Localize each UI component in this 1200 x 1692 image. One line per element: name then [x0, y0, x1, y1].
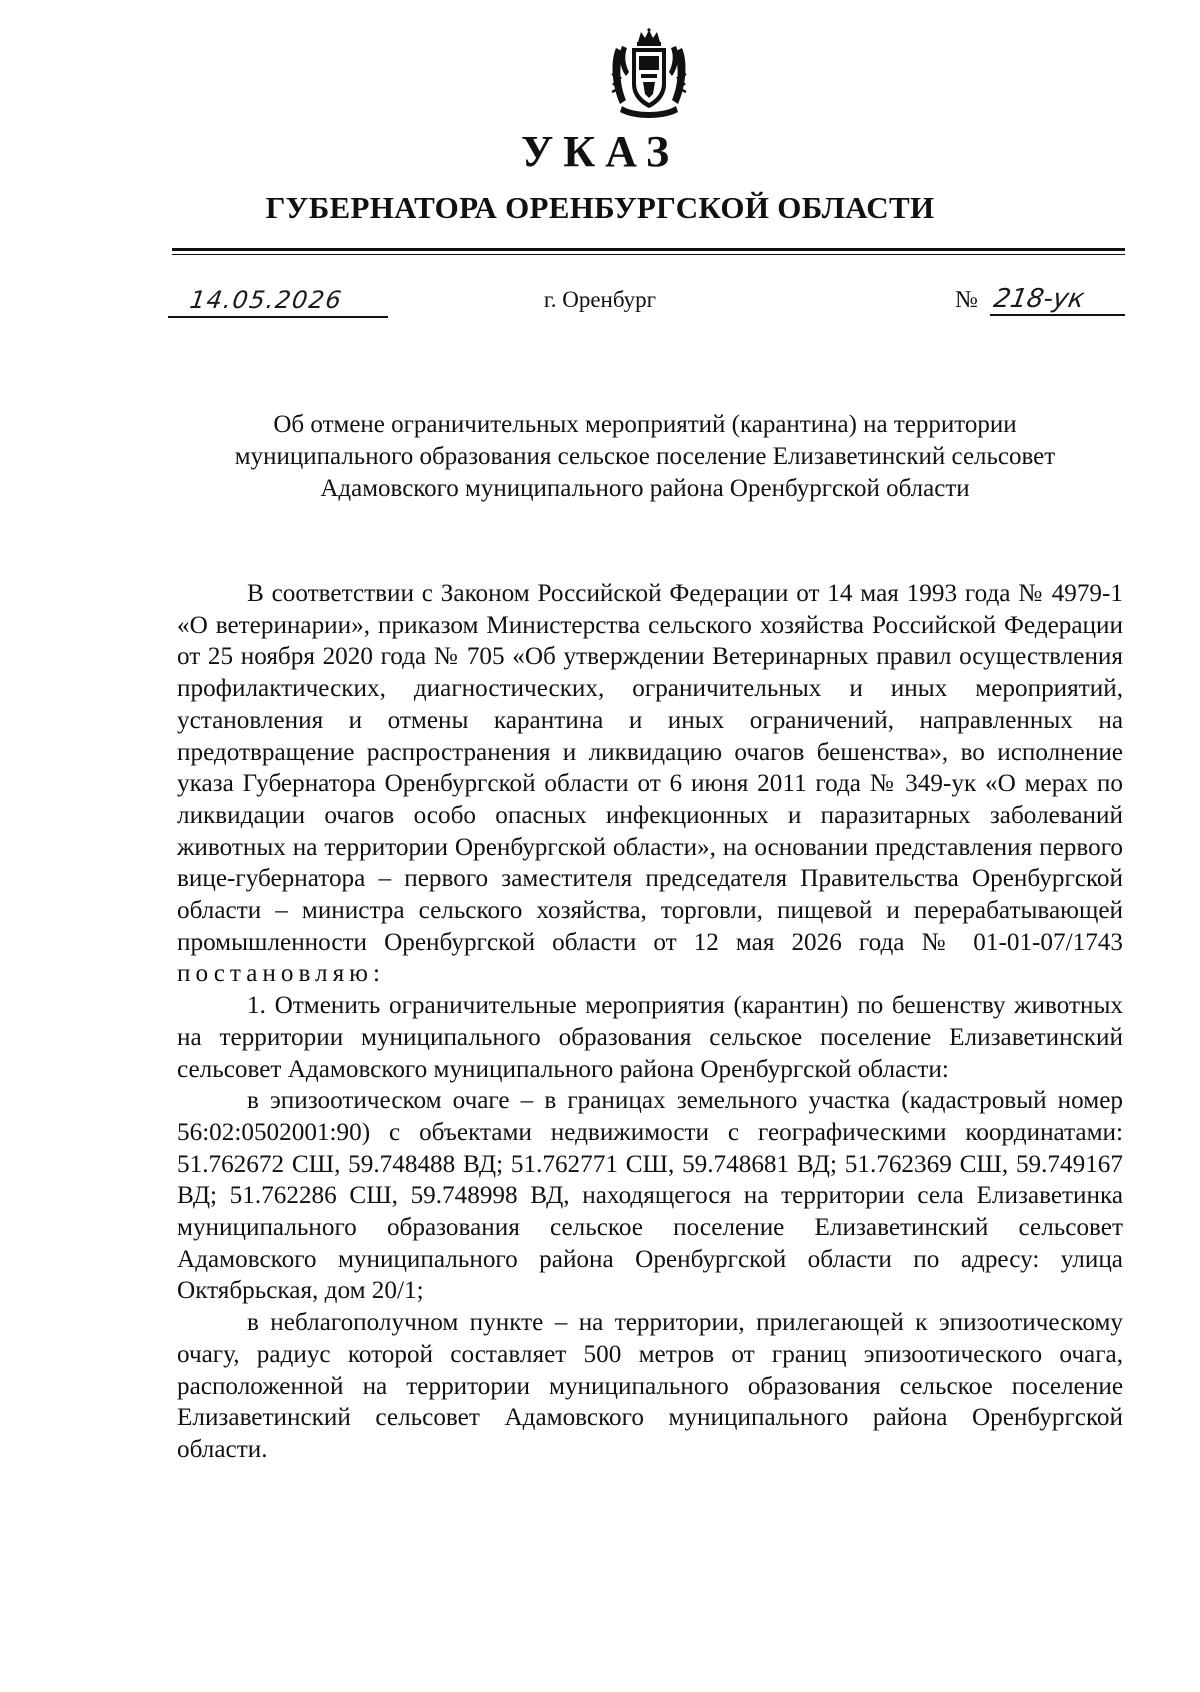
heading-line: муниципального образования сельское поселение Елизаветинский сельсовет	[234, 443, 1056, 470]
city-label: г. Оренбург	[543, 287, 657, 312]
number-field	[990, 278, 1125, 316]
number-label: №	[955, 287, 978, 313]
header-rule-thin	[172, 254, 1125, 255]
item-1-area-paragraph: в неблагополучном пункте – на территории, прилегающей к эпизоотическому очагу, радиус которой составляет 500 метров от границ эпизоотического очага, расположенной на территории муниципального образования сельское поселение Елизаветинский сельсовет Адамовского муниципального района Оренбургской области.	[177, 1309, 1123, 1463]
preamble-paragraph	[177, 578, 1123, 990]
decree-heading	[160, 409, 1130, 505]
header-rule-thick	[172, 248, 1125, 251]
item-1-focus-paragraph: в эпизоотическом очаге – в границах земельного участка (кадастровый номер 56:02:0502001:90) с объектами недвижимости с географическими координатами: 51.762672 СШ, 59.748488 ВД; 51.762771 СШ, 59.748681 ВД; 51.762369 СШ, 59.749167 ВД; 51.762286 СШ, 59.748998 ВД, находящегося на территории села Елизаветинка муниципального образования сельское поселение Елизаветинский сельсовет Адамовского муниципального района Оренбургской области по адресу: улица Октябрьская, дом 20/1;	[177, 1087, 1123, 1305]
coat-of-arms-icon	[608, 28, 690, 120]
handwritten-date: 14.05.2026	[188, 286, 345, 314]
decree-body	[177, 578, 1123, 1466]
resolve-word: постановляю:	[177, 960, 385, 988]
handwritten-number: 218-ук	[991, 284, 1087, 314]
preamble-text: В соответствии с Законом Российской Федерации от 14 мая 1993 года № 4979-1 «О ветеринарии», приказом Министерства сельского хозяйства Российской Федерации от 25 ноября 2020 года № 705 «Об утверждении Ветеринарных правил осуществления профилактических, диагностических, ограничительных и иных мероприятий, установления и отмены карантина и иных ограничений, направленных на предотвращение распространения и ликвидацию очагов бешенства», во исполнение указа Губернатора Оренбургской области от 6 июня 2011 года № 349-ук «О мерах по ликвидации очагов особо опасных инфекционных и паразитарных заболеваний животных на территории Оренбургской области», на основании представления первого вице-губернатора – первого заместителя председателя Правительства Оренбургской области – министра сельского хозяйства, торговли, пищевой и перерабатывающей промышленности Оренбургской области от 12 мая 2026 года № 01-01-07/1743	[177, 580, 1123, 956]
item-1-paragraph: 1. Отменить ограничительные мероприятия (карантин) по бешенству животных на территории муниципального образования сельское поселение Елизаветинский сельсовет Адамовского муниципального района Оренбургской области:	[177, 992, 1123, 1083]
heading-line: Об отмене ограничительных мероприятий (карантина) на территории	[273, 411, 1017, 438]
heading-line: Адамовского муниципального района Оренбургской области	[320, 475, 970, 502]
issuer-title: ГУБЕРНАТОРА ОРЕНБУРГСКОЙ ОБЛАСТИ	[265, 190, 935, 225]
decree-type-title: УКАЗ	[520, 127, 680, 176]
